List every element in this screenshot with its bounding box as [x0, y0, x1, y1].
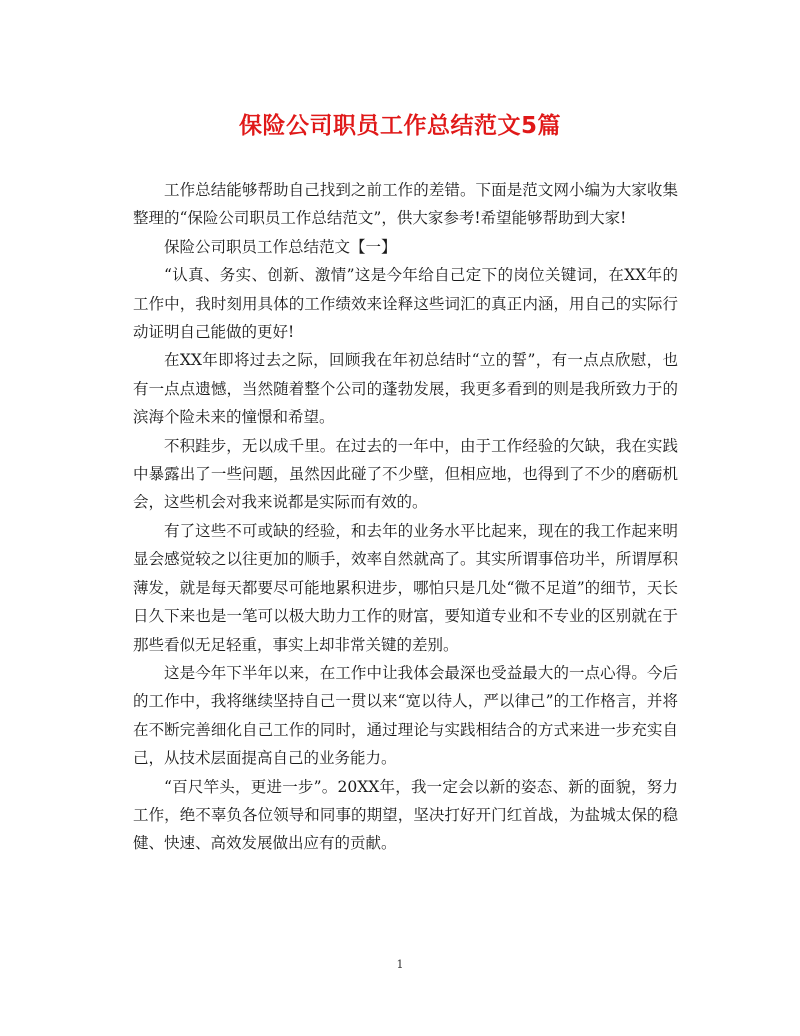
intro-paragraph: 工作总结能够帮助自己找到之前工作的差错。下面是范文网小编为大家收集整理的“保险公司职员工作总结范文”，供大家参考!希望能够帮助到大家! [133, 181, 678, 228]
document-title: 保险公司职员工作总结范文5篇 [238, 113, 561, 139]
body-paragraph: “百尺竿头，更进一步”。20XX年，我一定会以新的姿态、新的面貌，努力工作，绝不辜负各位领导和同事的期望，坚决打好开门红首战，为盐城太保的稳健、快速、高效发展做出应有的贡献。 [133, 777, 678, 853]
section-heading: 保险公司职员工作总结范文【一】 [164, 237, 397, 256]
body-paragraph: 这是今年下半年以来，在工作中让我体会最深也受益最大的一点心得。今后的工作中，我将继续坚持自己一贯以来“宽以待人，严以律己”的工作格言，并将在不断完善细化自己工作的同时，通过理论与实践相结合的方式来进一步充实自己，从技术层面提高自己的业务能力。 [133, 663, 678, 768]
page-number: 1 [396, 958, 404, 971]
body-paragraph: “认真、务实、创新、激情”这是今年给自己定下的岗位关键词，在XX年的工作中，我时刻用具体的工作绩效来诠释这些词汇的真正内涵，用自己的实际行动证明自己能做的更好! [133, 266, 678, 342]
document-body [133, 176, 678, 858]
body-paragraph: 有了这些不可或缺的经验，和去年的业务水平比起来，现在的我工作起来明显会感觉较之以往更加的顺手，效率自然就高了。其实所谓事倍功半，所谓厚积薄发，就是每天都要尽可能地累积进步，哪怕只是几处“微不足道”的细节，天长日久下来也是一笔可以极大助力工作的财富，要知道专业和不专业的区别就在于那些看似无足轻重，事实上却非常关键的差别。 [133, 521, 678, 654]
body-paragraph: 在XX年即将过去之际，回顾我在年初总结时“立的誓”，有一点点欣慰，也有一点点遗憾，当然随着整个公司的蓬勃发展，我更多看到的则是我所致力于的滨海个险未来的憧憬和希望。 [133, 351, 678, 427]
body-paragraph: 不积跬步，无以成千里。在过去的一年中，由于工作经验的欠缺，我在实践中暴露出了一些问题，虽然因此碰了不少壁，但相应地，也得到了不少的磨砺机会，这些机会对我来说都是实际而有效的。 [133, 436, 678, 512]
